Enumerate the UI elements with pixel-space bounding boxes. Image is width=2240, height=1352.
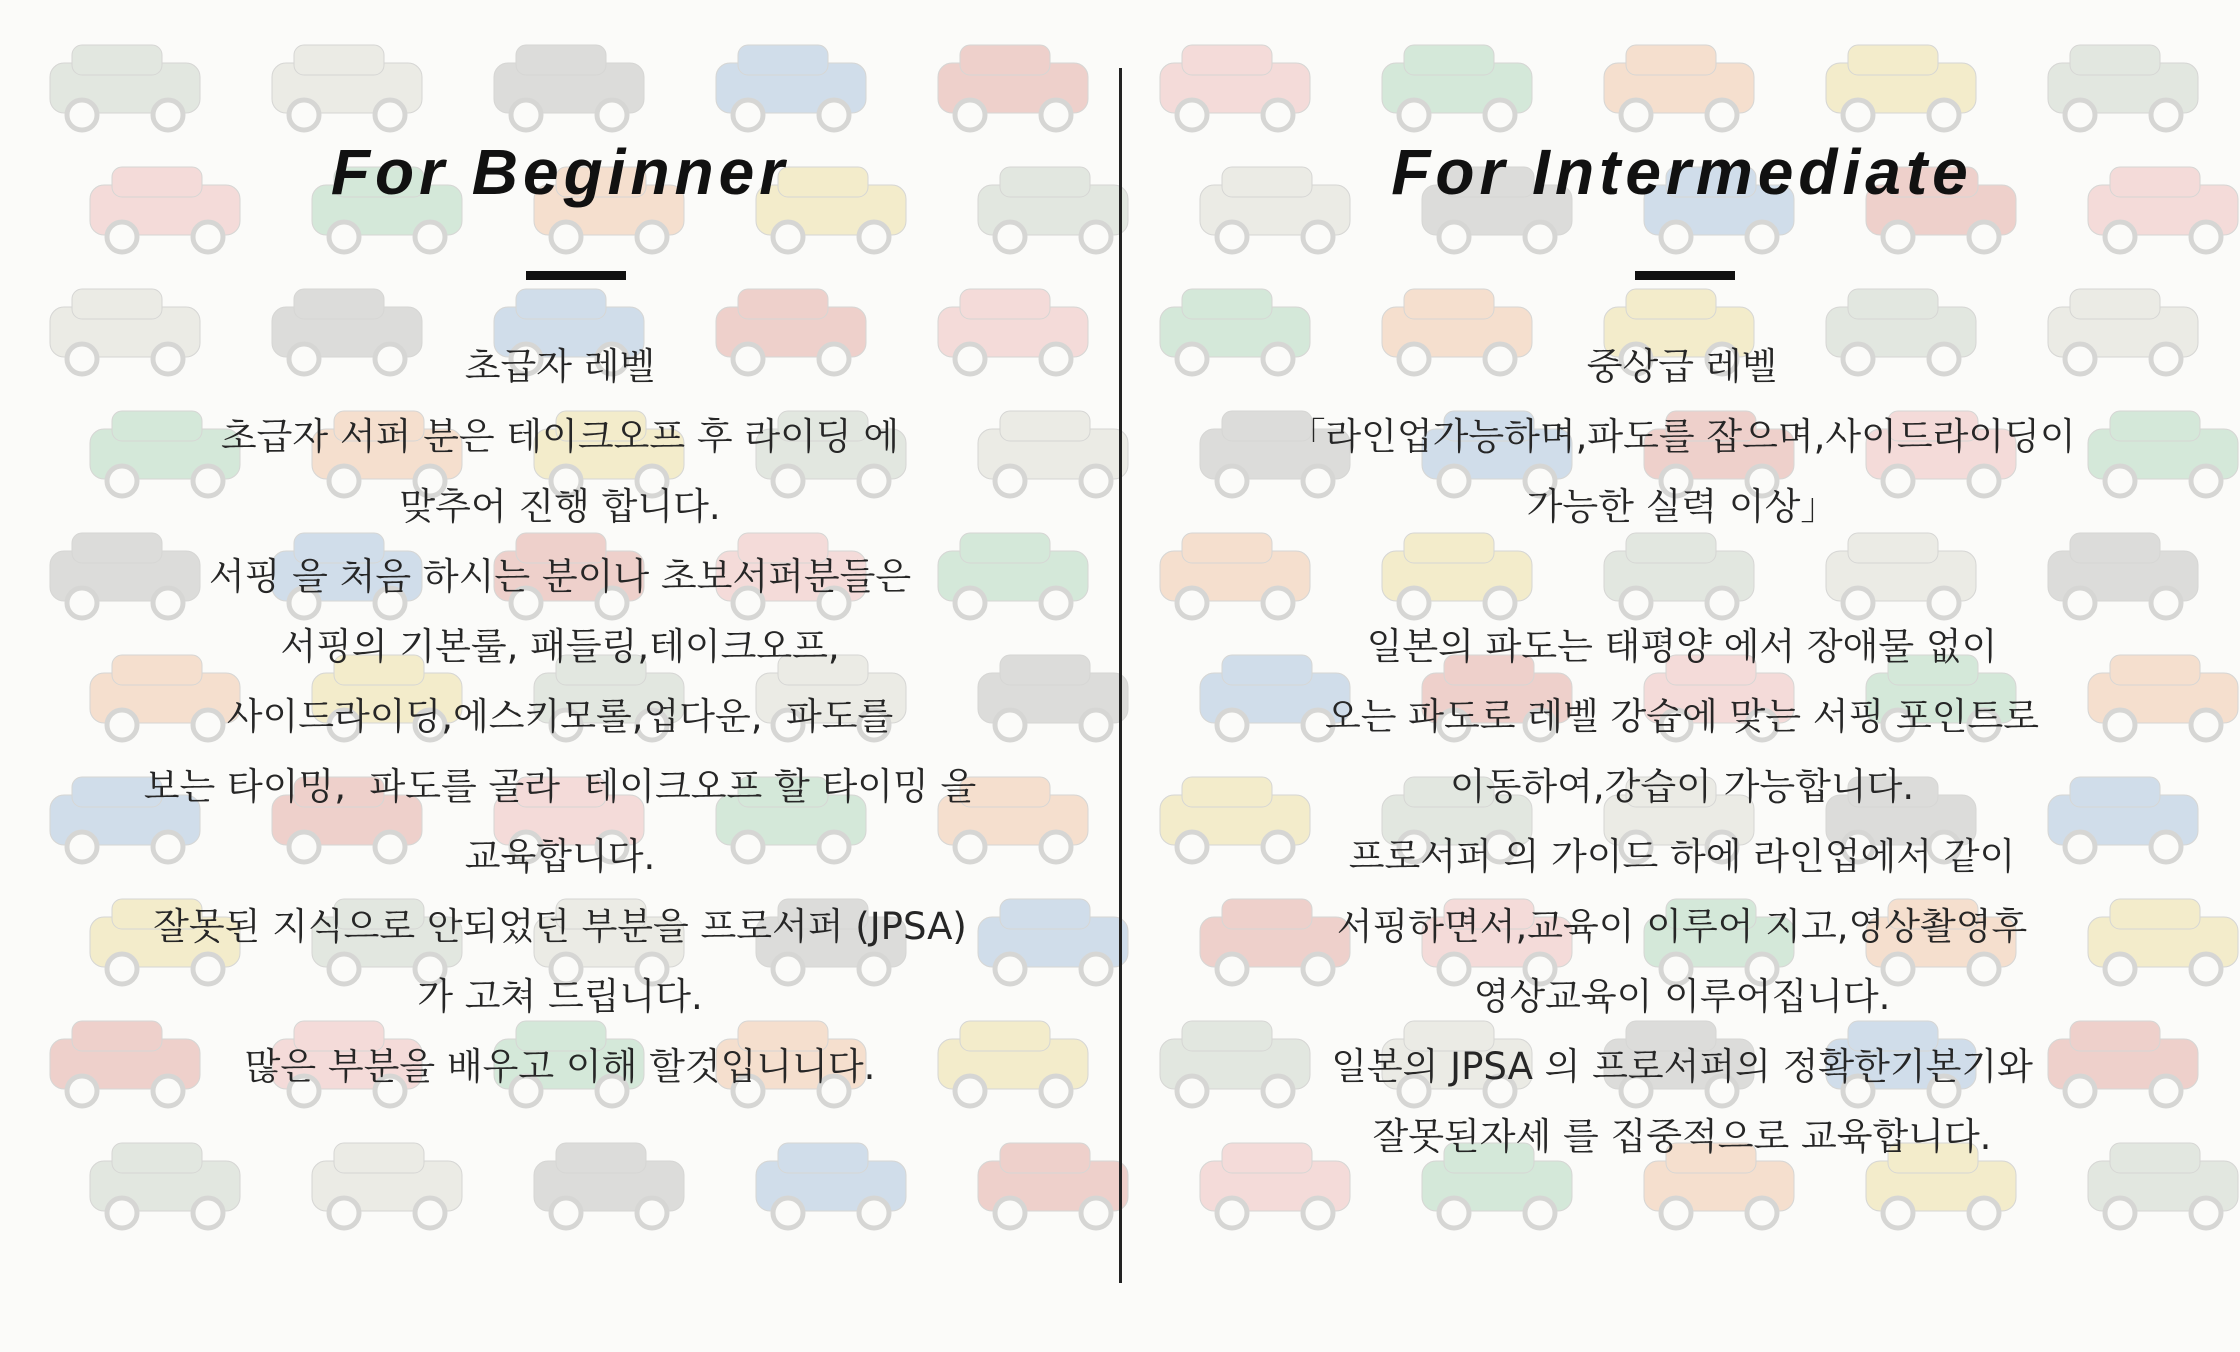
car-illustration xyxy=(716,45,866,130)
beginner-line: 서핑의 기본룰, 패들링,테이크오프, xyxy=(280,625,840,668)
intermediate-line: 프로서퍼 의 가이드 하에 라인업에서 같이 xyxy=(1348,835,2016,878)
intermediate-line: 「라인업가능하며,파도를 잡으며,사이드라이딩이 xyxy=(1288,415,2076,458)
beginner-title-underline xyxy=(526,271,626,280)
car-illustration xyxy=(978,1143,1128,1228)
beginner-line: 초급자 레벨 xyxy=(464,345,656,388)
car-illustration xyxy=(50,45,200,130)
beginner-description xyxy=(40,332,1080,1102)
beginner-line: 맞추어 진행 합니다. xyxy=(399,485,721,528)
intermediate-title: For Intermediate xyxy=(1391,136,1973,208)
intermediate-line: 서핑하면서,교육이 이루어 지고,영상촬영후 xyxy=(1336,905,2028,948)
intermediate-description xyxy=(1162,332,2202,1172)
beginner-line: 초급자 서퍼 분은 테이크오프 후 라이딩 에 xyxy=(220,415,900,458)
car-illustration xyxy=(272,45,422,130)
intermediate-panel xyxy=(1162,130,2202,1172)
beginner-line: 사이드라이딩,에스키모롤,업다운, 파도를 xyxy=(226,695,894,738)
beginner-line: 가 고쳐 드립니다. xyxy=(417,975,703,1018)
car-illustration xyxy=(494,45,644,130)
car-illustration xyxy=(312,1143,462,1228)
intermediate-title-underline xyxy=(1635,271,1735,280)
car-illustration xyxy=(1826,45,1976,130)
intermediate-line: 일본의 JPSA 의 프로서퍼의 정확한기본기와 xyxy=(1331,1045,2033,1088)
intermediate-line: 중상급 레벨 xyxy=(1586,345,1778,388)
car-illustration xyxy=(1160,45,1310,130)
beginner-title: For Beginner xyxy=(330,136,790,208)
intermediate-line xyxy=(1162,542,2202,612)
intermediate-line: 이동하여,강습이 가능합니다. xyxy=(1449,765,1915,808)
beginner-line: 보는 타이밍, 파도를 골라 테이크오프 할 타이밍 을 xyxy=(143,765,977,808)
car-illustration xyxy=(534,1143,684,1228)
car-illustration xyxy=(756,1143,906,1228)
beginner-line: 많은 부분을 배우고 이해 할것입니니다. xyxy=(244,1045,876,1088)
beginner-line: 교육합니다. xyxy=(464,835,656,878)
column-divider xyxy=(1119,68,1122,1283)
intermediate-line: 영상교육이 이루어집니다. xyxy=(1473,975,1891,1018)
intermediate-line: 오는 파도로 레벨 강습에 맞는 서핑 포인트로 xyxy=(1325,695,2039,738)
car-illustration xyxy=(2048,45,2198,130)
car-illustration xyxy=(90,1143,240,1228)
beginner-panel xyxy=(40,130,1080,1102)
car-illustration xyxy=(938,45,1088,130)
car-illustration xyxy=(1604,45,1754,130)
beginner-line: 잘못된 지식으로 안되었던 부분을 프로서퍼 (JPSA) xyxy=(153,905,967,948)
intermediate-line: 일본의 파도는 태평양 에서 장애물 없이 xyxy=(1366,625,1998,668)
intermediate-line: 가능한 실력 이상」 xyxy=(1526,485,1838,528)
car-illustration xyxy=(1382,45,1532,130)
intermediate-line: 잘못된자세 를 집중적으로 교육합니다. xyxy=(1372,1115,1992,1158)
beginner-line: 서핑 을 처음 하시는 분이나 초보서퍼분들은 xyxy=(208,555,912,598)
